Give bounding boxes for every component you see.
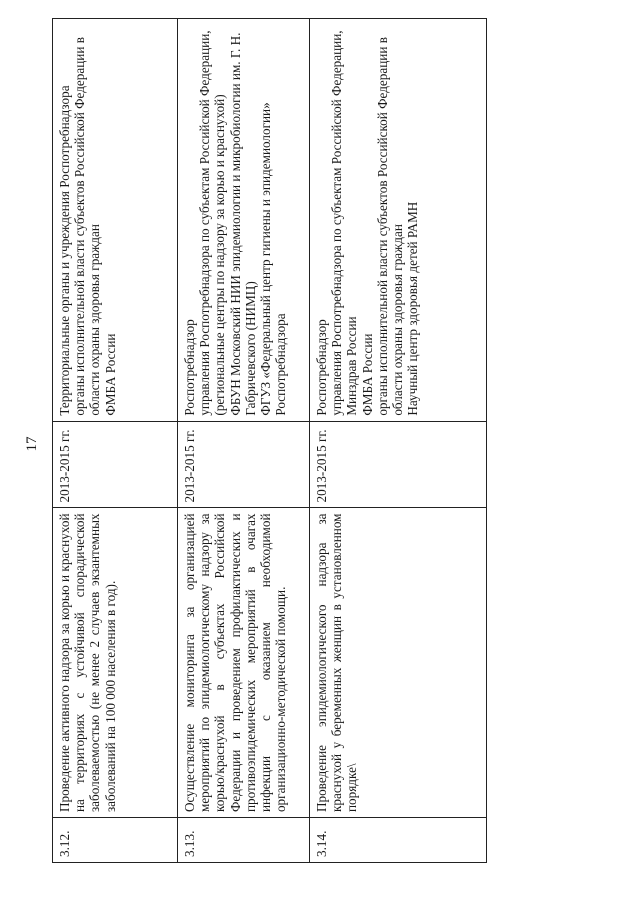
executor: ФМБА России (102, 333, 118, 416)
table-row (53, 19, 178, 863)
executors (53, 19, 178, 422)
period: 2013-2015 гг. (310, 421, 487, 508)
measure-description: Осуществление мониторинга за организацией мероприятий по эпидемиологическому надзору за корью/краснухой в субъектах Российской Федерации и проведением профилактических и противоэпидемических мероприятий в очагах инфекции с оказанием необходимой организационно-методической помощи. (178, 508, 310, 818)
executor: управления Роспотребнадзора по субъектам Российской Федерации, (329, 30, 345, 416)
period: 2013-2015 гг. (53, 421, 178, 508)
executor: управления Роспотребнадзора по субъектам Российской Федерации, (197, 30, 213, 416)
executor: органы исполнительной власти субъектов Российской Федерации в области охраны здоровья граждан (374, 37, 406, 416)
row-number: 3.13. (178, 818, 310, 863)
period: 2013-2015 гг. (178, 421, 310, 508)
executor: Роспотребнадзор (182, 319, 197, 416)
executor: Минздрав России (344, 316, 360, 416)
page-number: 17 (24, 436, 40, 452)
measure-description: Проведение эпидемиологического надзора за краснухой у беременных женщин в установленном порядке\ (310, 508, 487, 818)
executors (310, 19, 487, 422)
executor: ФБУН Московский НИИ эпидемиологии и микробиологии им. Г. Н. Габричевского (НИМЦ) (227, 32, 258, 416)
executor: Роспотребнадзор (314, 319, 329, 416)
measure-description: Проведение активного надзора за корью и краснухой на территориях с устойчивой спорадической заболеваемостью (не менее 2 случаев экзантемных заболеваний на 100 000 населения в год). (53, 508, 178, 818)
table-row (178, 19, 310, 863)
executor: Научный центр здоровья детей РАМН (405, 201, 421, 416)
row-number: 3.12. (53, 818, 178, 863)
measures-table (52, 18, 487, 863)
table-row (310, 19, 487, 863)
executor: Территориальные органы и учреждения Роспотребнадзора (57, 85, 72, 416)
executor: ФГУЗ «Федеральный центр гигиены и эпидемиологии» Роспотребнадзора (258, 102, 289, 416)
executor: ФМБА России (359, 333, 375, 416)
row-number: 3.14. (310, 818, 487, 863)
executor: (региональные центры по надзору за корью и краснухой) (212, 94, 228, 416)
executors (178, 19, 310, 422)
executor: органы исполнительной власти субъектов Российской Федерации в области охраны здоровья граждан (72, 37, 103, 416)
